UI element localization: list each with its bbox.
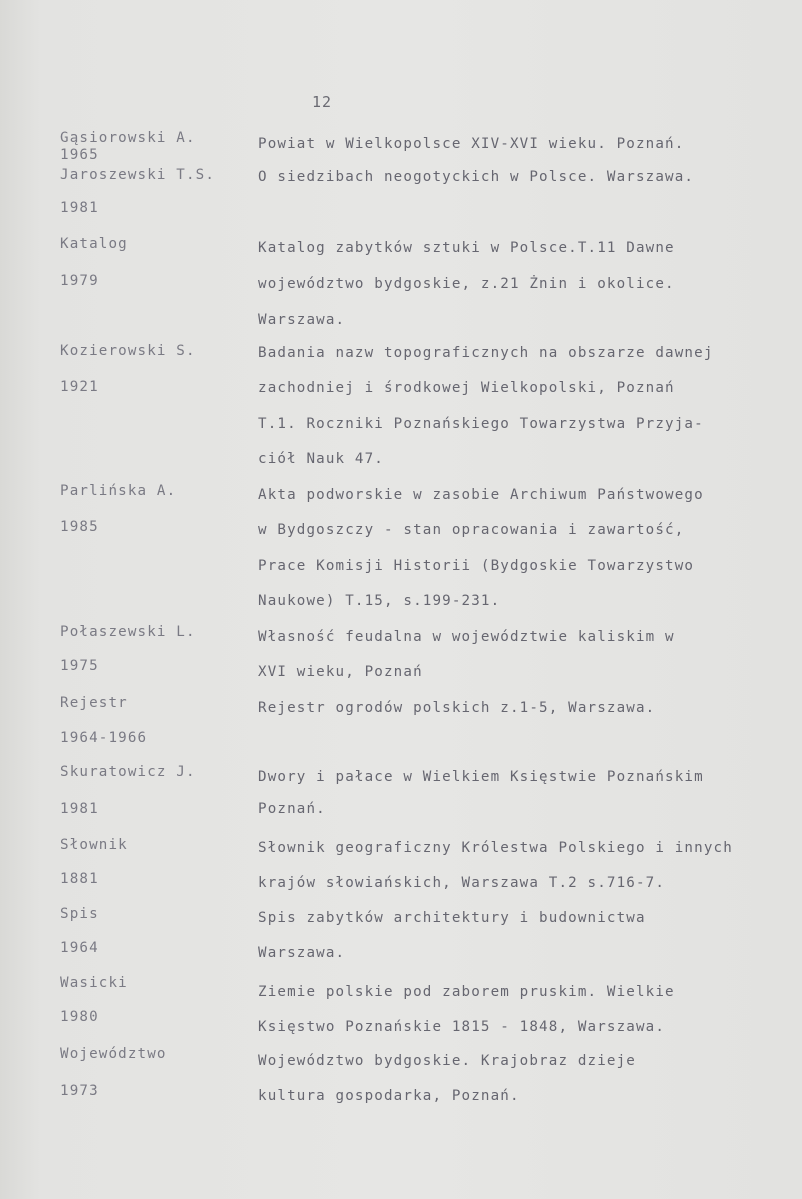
entry-year: 1965	[60, 147, 99, 163]
entry-text-line: w Bydgoszczy - stan opracowania i zawartość,	[258, 522, 685, 538]
entry-year: 1921	[60, 379, 99, 395]
entry-text-line: Naukowe) T.15, s.199-231.	[258, 593, 501, 609]
entry-year: 1981	[60, 200, 99, 216]
entry-text-line: Rejestr ogrodów polskich z.1-5, Warszawa.	[258, 700, 656, 716]
entry-year: 1881	[60, 871, 99, 887]
entry-year: 1964-1966	[60, 730, 148, 746]
entry-year: 1964	[60, 940, 99, 956]
entry-author: Słownik	[60, 837, 128, 853]
entry-text-line: województwo bydgoskie, z.21 Żnin i okolice.	[258, 276, 675, 292]
entry-year: 1979	[60, 273, 99, 289]
entry-text-line: Warszawa.	[258, 945, 346, 961]
entry-text-line: Księstwo Poznańskie 1815 - 1848, Warszawa.	[258, 1019, 666, 1035]
entry-text-line: O siedzibach neogotyckich w Polsce. Warszawa.	[258, 169, 695, 185]
entry-text-line: Własność feudalna w województwie kaliskim w	[258, 629, 675, 645]
entry-year: 1981	[60, 801, 99, 817]
entry-year: 1980	[60, 1009, 99, 1025]
entry-text-line: Badania nazw topograficznych na obszarze dawnej	[258, 345, 714, 361]
entry-author: Skuratowicz J.	[60, 764, 196, 780]
entry-year: 1973	[60, 1083, 99, 1099]
entry-text-line: ciół Nauk 47.	[258, 451, 384, 467]
entry-author: Parlińska A.	[60, 483, 177, 499]
entry-author: Kozierowski S.	[60, 343, 196, 359]
entry-text-line: krajów słowiańskich, Warszawa T.2 s.716-7.	[258, 875, 666, 891]
entry-text-line: Akta podworskie w zasobie Archiwum Państwowego	[258, 487, 704, 503]
entry-year: 1975	[60, 658, 99, 674]
entry-text-line: Katalog zabytków sztuki w Polsce.T.11 Dawne	[258, 240, 675, 256]
entry-text-line: XVI wieku, Poznań	[258, 664, 423, 680]
entry-text-line: kultura gospodarka, Poznań.	[258, 1088, 520, 1104]
entry-text-line: Prace Komisji Historii (Bydgoskie Towarzystwo	[258, 558, 695, 574]
entry-year: 1985	[60, 519, 99, 535]
entry-text-line: Poznań.	[258, 801, 326, 817]
entry-author: Spis	[60, 906, 99, 922]
page-number: 12	[312, 93, 333, 111]
entry-text-line: zachodniej i środkowej Wielkopolski, Poznań	[258, 380, 675, 396]
entry-author: Rejestr	[60, 695, 128, 711]
entry-author: Katalog	[60, 236, 128, 252]
entry-text-line: Ziemie polskie pod zaborem pruskim. Wielkie	[258, 984, 675, 1000]
entry-text-line: Województwo bydgoskie. Krajobraz dzieje	[258, 1053, 636, 1069]
entry-author: Wasicki	[60, 975, 128, 991]
entry-text-line: Dwory i pałace w Wielkiem Księstwie Poznańskim	[258, 769, 704, 785]
entry-text-line: Powiat w Wielkopolsce XIV-XVI wieku. Poznań.	[258, 136, 685, 152]
entry-text-line: Spis zabytków architektury i budownictwa	[258, 910, 646, 926]
entry-author: Połaszewski L.	[60, 624, 196, 640]
entry-author: Jaroszewski T.S.	[60, 167, 216, 183]
entry-author: Gąsiorowski A.	[60, 130, 196, 146]
entry-text-line: Warszawa.	[258, 312, 346, 328]
entry-author: Województwo	[60, 1046, 167, 1062]
entry-text-line: T.1. Roczniki Poznańskiego Towarzystwa Przyja-	[258, 416, 704, 432]
entry-text-line: Słownik geograficzny Królestwa Polskiego i innych	[258, 840, 733, 856]
